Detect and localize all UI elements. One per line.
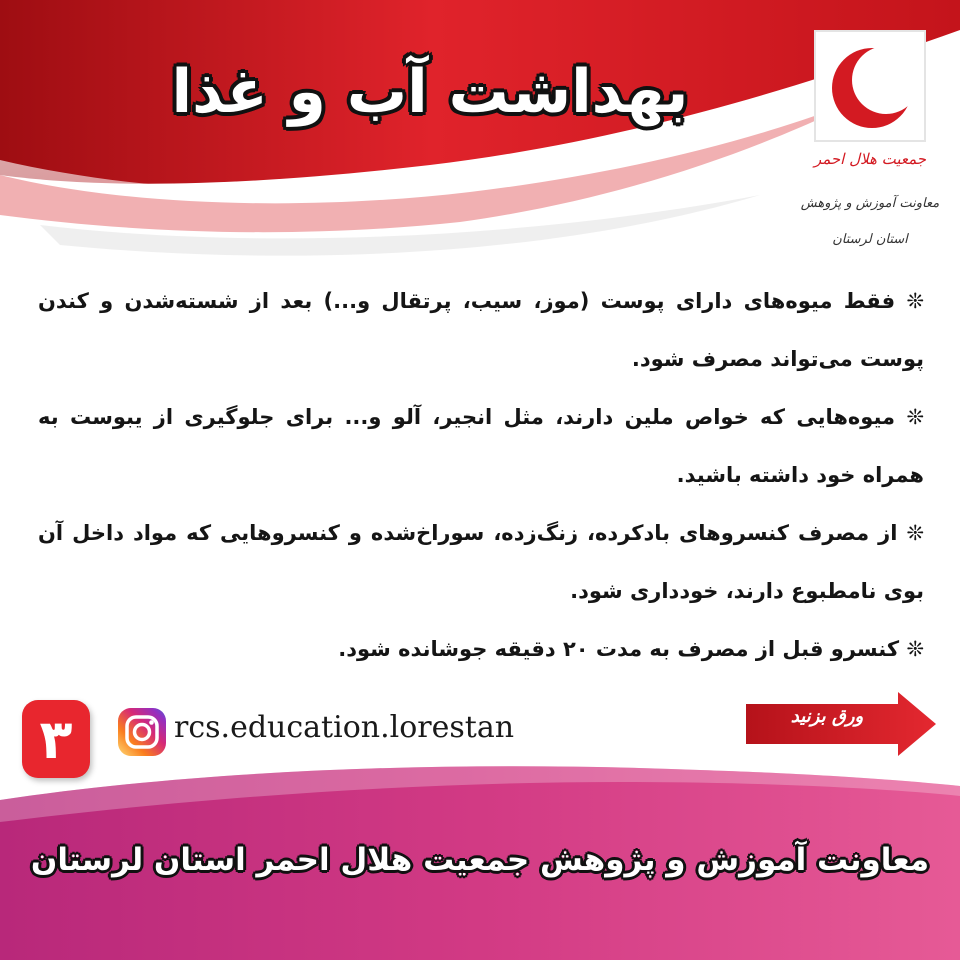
list-item — [38, 620, 924, 678]
bullet-icon: ❊ — [906, 289, 925, 313]
page-title: بهداشت آب و غذا — [171, 57, 689, 127]
list-item — [38, 388, 924, 504]
logo-org-name: جمعیت هلال احمر — [813, 150, 927, 168]
logo-sub-line-2: استان لرستان — [832, 232, 908, 247]
bullet-text: کنسرو قبل از مصرف به مدت ۲۰ دقیقه جوشانده شود. — [338, 637, 900, 661]
bullet-text: از مصرف کنسروهای بادکرده، زنگ‌زده، سوراخ‌شده و کنسروهایی که مواد داخل آن بوی نامطبوع دارند، خودداری شود. — [38, 521, 924, 603]
logo-sub-line-1: معاونت آموزش و پژوهش — [800, 196, 940, 211]
list-item — [38, 504, 924, 620]
list-item — [38, 272, 924, 388]
content-list — [38, 272, 924, 678]
footer-text: معاونت آموزش و پژوهش جمعیت هلال احمر استان لرستان — [30, 842, 930, 878]
bullet-icon: ❊ — [906, 405, 925, 429]
instagram-icon[interactable] — [116, 706, 168, 758]
instagram-handle[interactable]: rcs.education.lorestan — [174, 710, 515, 745]
page-number-badge: ۳ — [22, 700, 90, 778]
bullet-text: فقط میوه‌های دارای پوست (موز، سیب، پرتقال و...) بعد از شسته‌شدن و کندن پوست می‌تواند مصرف شود. — [38, 289, 924, 371]
bullet-text: میوه‌هایی که خواص ملین دارند، مثل انجیر، آلو و... برای جلوگیری از یبوست به همراه خود داشته باشید. — [38, 405, 924, 487]
bullet-icon: ❊ — [906, 521, 925, 545]
bullet-icon: ❊ — [906, 637, 924, 661]
logo — [814, 30, 926, 142]
red-crescent-icon — [816, 32, 924, 140]
title-container — [150, 42, 710, 142]
swipe-label[interactable]: ورق بزنید — [790, 706, 864, 727]
